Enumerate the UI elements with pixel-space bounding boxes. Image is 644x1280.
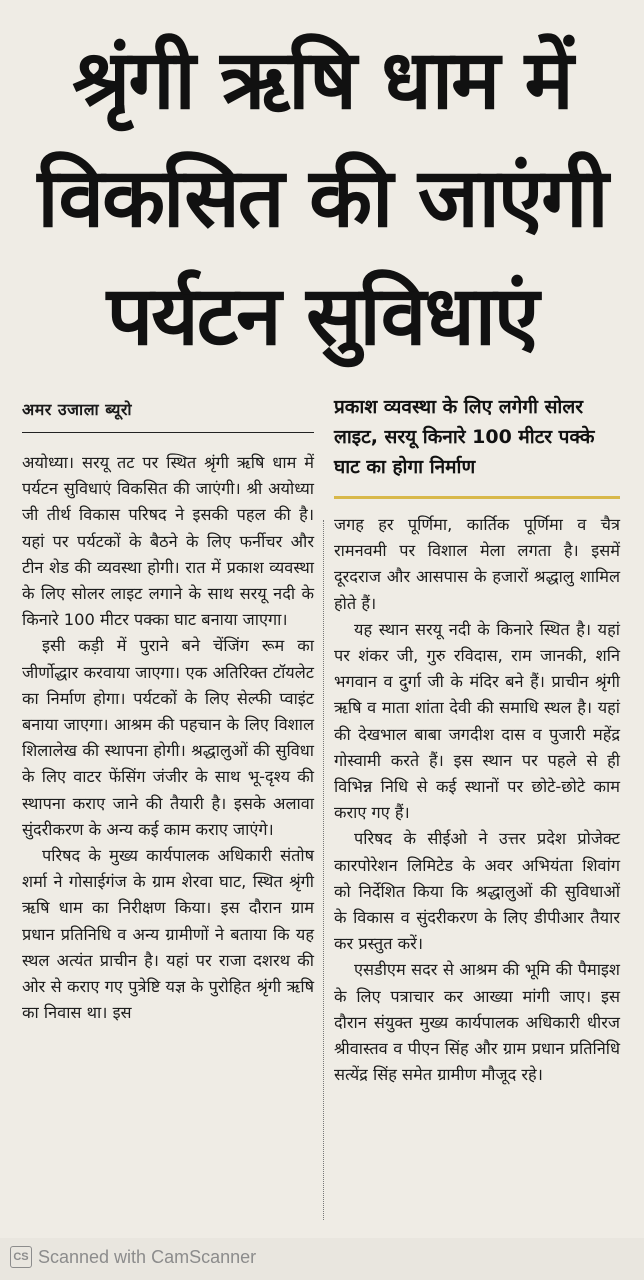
camscanner-logo-icon: CS xyxy=(10,1246,32,1268)
headline-line-1: श्रृंगी ऋषि धाम में xyxy=(72,33,572,128)
article-column-right xyxy=(334,512,620,1088)
article-column-left xyxy=(22,450,314,1026)
subheadline-divider xyxy=(334,496,620,499)
paragraph: जगह हर पूर्णिमा, कार्तिक पूर्णिमा व चैत्र रामनवमी पर विशाल मेला लगता है। इसमें दूरदराज और आसपास के हजारों श्रद्धालु शामिल होते हैं। xyxy=(334,515,620,613)
column-divider xyxy=(323,520,324,1220)
headline xyxy=(0,22,644,376)
byline: अमर उजाला ब्यूरो xyxy=(22,400,133,419)
watermark-text: Scanned with CamScanner xyxy=(38,1246,257,1267)
paragraph: परिषद के सीईओ ने उत्तर प्रदेश प्रोजेक्ट कारपोरेशन लिमिटेड के अवर अभियंता शिवांग को निर्देशित किया कि श्रद्धालुओं की सुविधाओं के विकास व सुंदरीकरण के लिए डीपीआर तैयार कर प्रस्तुत करें। xyxy=(334,829,620,954)
paragraph: अयोध्या। सरयू तट पर स्थित श्रृंगी ऋषि धाम में पर्यटन सुविधाएं विकसित की जाएंगी। श्री अयोध्या जी तीर्थ विकास परिषद ने इसकी पहल की है। यहां पर पर्यटकों के बैठने के लिए फर्नीचर और टीन शेड की व्यवस्था होगी। रात में प्रकाश व्यवस्था के लिए सोलर लाइट लगाने के साथ सरयू नदी के किनारे 100 मीटर पक्का घाट बनाया जाएगा। xyxy=(22,453,314,630)
paragraph: यह स्थान सरयू नदी के किनारे स्थित है। यहां पर शंकर जी, गुरु रविदास, राम जानकी, शनि भगवान व दुर्गा जी के मंदिर बने हैं। प्राचीन श्रृंगी ऋषि व माता शांता देवी की समाधि स्थल है। यहां की देखभाल बाबा जगदीश दास व पुजारी महेंद्र गोस्वामी करते हैं। इस स्थान पर पहले से ही विभिन्न निधि से कई स्थानों पर छोटे-छोटे काम कराए गए हैं। xyxy=(334,619,620,823)
byline-divider xyxy=(22,432,314,433)
subheadline: प्रकाश व्यवस्था के लिए लगेगी सोलर लाइट, सरयू किनारे 100 मीटर पक्के घाट का होगा निर्माण xyxy=(334,396,595,478)
scanner-watermark xyxy=(10,1246,256,1268)
paragraph: एसडीएम सदर से आश्रम की भूमि की पैमाइश के लिए पत्राचार कर आख्या मांगी जाए। इस दौरान संयुक्त मुख्य कार्यपालक अधिकारी धीरज श्रीवास्तव व पीएन सिंह और ग्राम प्रधान प्रतिनिधि सत्येंद्र सिंह समेत ग्रामीण मौजूद रहे। xyxy=(334,960,620,1085)
headline-line-2: विकसित की जाएंगी xyxy=(37,151,607,246)
headline-line-3: पर्यटन सुविधाएं xyxy=(106,269,538,364)
paragraph: इसी कड़ी में पुराने बने चेंजिंग रूम का जीर्णोद्धार करवाया जाएगा। एक अतिरिक्त टॉयलेट का निर्माण होगा। पर्यटकों के लिए सेल्फी प्वाइंट बनाया जाएगा। आश्रम की पहचान के लिए विशाल शिलालेख की स्थापना होगी। श्रद्धालुओं की सुविधा के लिए वाटर फेंसिंग जंजीर के साथ भू-दृश्य की स्थापना कराए जाने की तैयारी है। इसके अलावा सुंदरीकरण के अन्य कई काम कराए जाएंगे। xyxy=(22,636,314,839)
paragraph: परिषद के मुख्य कार्यपालक अधिकारी संतोष शर्मा ने गोसाईगंज के ग्राम शेरवा घाट, स्थित श्रृंगी ऋषि धाम का निरीक्षण किया। इस दौरान ग्राम प्रधान प्रतिनिधि व अन्य ग्रामीणों ने बताया कि यह स्थल अत्यंत प्राचीन है। यहां पर राजा दशरथ की ओर से कराए गए पुत्रेष्टि यज्ञ के पुरोहित श्रृंगी ऋषि का निवास था। इस xyxy=(22,846,314,1023)
